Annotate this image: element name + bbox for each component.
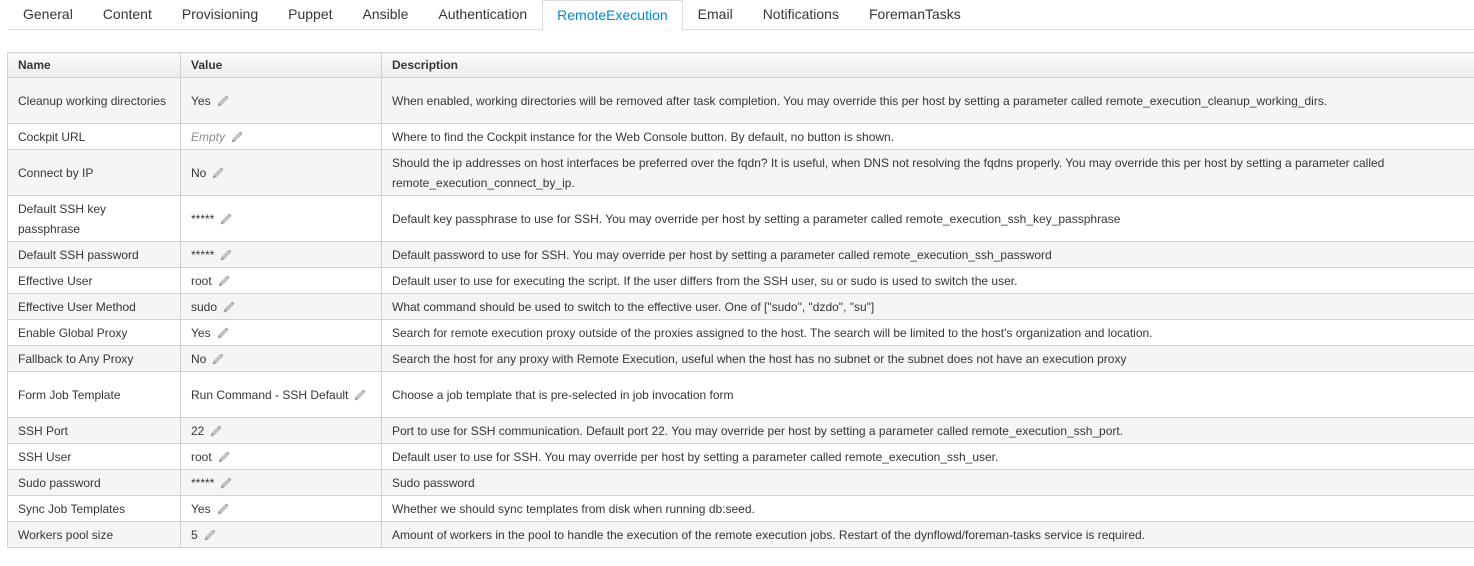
- pencil-icon[interactable]: [219, 212, 233, 226]
- pencil-icon[interactable]: [230, 130, 244, 144]
- column-header-name[interactable]: Name: [8, 53, 181, 78]
- table-header-row: [8, 53, 1474, 78]
- setting-value-cell[interactable]: [181, 418, 382, 444]
- pencil-icon[interactable]: [216, 326, 230, 340]
- setting-value-cell[interactable]: [181, 294, 382, 320]
- setting-value-cell[interactable]: [181, 268, 382, 294]
- tab-provisioning[interactable]: Provisioning: [181, 6, 259, 22]
- pencil-icon[interactable]: [211, 352, 225, 366]
- pencil-icon[interactable]: [209, 424, 223, 438]
- setting-name: Default SSH password: [8, 242, 181, 268]
- setting-description: Choose a job template that is pre-selected in job invocation form: [382, 372, 1474, 418]
- table-row: [8, 320, 1474, 346]
- tab-remoteexecution[interactable]: RemoteExecution: [542, 0, 683, 31]
- pencil-icon[interactable]: [353, 388, 367, 402]
- table-row: [8, 444, 1474, 470]
- setting-value-cell[interactable]: [181, 78, 382, 124]
- setting-value-cell[interactable]: [181, 470, 382, 496]
- setting-description: Amount of workers in the pool to handle the execution of the remote execution jobs. Restart of the dynflowd/foreman-tasks service is required.: [382, 522, 1474, 548]
- setting-description: Should the ip addresses on host interfaces be preferred over the fqdn? It is useful, when DNS not resolving the fqdns properly. You may override this per host by setting a parameter called remote_execution_connect_by_ip.: [382, 150, 1474, 196]
- setting-value[interactable]: 5: [191, 527, 198, 542]
- setting-description: Where to find the Cockpit instance for the Web Console button. By default, no button is shown.: [382, 124, 1474, 150]
- setting-description: Default user to use for SSH. You may override per host by setting a parameter called remote_execution_ssh_user.: [382, 444, 1474, 470]
- table-row: [8, 418, 1474, 444]
- setting-value[interactable]: *****: [191, 247, 215, 262]
- setting-name: Fallback to Any Proxy: [8, 346, 181, 372]
- settings-table: [7, 52, 1474, 548]
- setting-name: Form Job Template: [8, 372, 181, 418]
- table-row: [8, 124, 1474, 150]
- pencil-icon[interactable]: [217, 274, 231, 288]
- setting-value[interactable]: Empty: [191, 129, 226, 144]
- table-row: [8, 496, 1474, 522]
- tab-email[interactable]: Email: [697, 6, 733, 22]
- table-row: [8, 78, 1474, 124]
- column-header-value[interactable]: Value: [181, 53, 382, 78]
- setting-name: Workers pool size: [8, 522, 181, 548]
- pencil-icon[interactable]: [216, 502, 230, 516]
- setting-value[interactable]: sudo: [191, 299, 218, 314]
- tab-general[interactable]: General: [23, 6, 73, 22]
- table-row: [8, 150, 1474, 196]
- pencil-icon[interactable]: [219, 248, 233, 262]
- pencil-icon[interactable]: [217, 450, 231, 464]
- setting-value-cell[interactable]: [181, 196, 382, 242]
- setting-name: Cockpit URL: [8, 124, 181, 150]
- setting-value[interactable]: root: [191, 273, 212, 288]
- setting-name: Sudo password: [8, 470, 181, 496]
- pencil-icon[interactable]: [203, 528, 217, 542]
- setting-description: Port to use for SSH communication. Default port 22. You may override per host by setting a parameter called remote_execution_ssh_port.: [382, 418, 1474, 444]
- table-row: [8, 470, 1474, 496]
- setting-value-cell[interactable]: [181, 346, 382, 372]
- pencil-icon[interactable]: [222, 300, 236, 314]
- table-row: [8, 242, 1474, 268]
- column-header-description: Description: [382, 53, 1474, 78]
- pencil-icon[interactable]: [219, 476, 233, 490]
- setting-description: Search the host for any proxy with Remote Execution, useful when the host has no subnet or the subnet does not have an execution proxy: [382, 346, 1474, 372]
- setting-description: Default password to use for SSH. You may override per host by setting a parameter called remote_execution_ssh_password: [382, 242, 1474, 268]
- setting-description: Default user to use for executing the script. If the user differs from the SSH user, su or sudo is used to switch the user.: [382, 268, 1474, 294]
- setting-name: SSH Port: [8, 418, 181, 444]
- table-row: [8, 196, 1474, 242]
- setting-value-cell[interactable]: [181, 242, 382, 268]
- setting-value[interactable]: 22: [191, 423, 205, 438]
- setting-description: Search for remote execution proxy outside of the proxies assigned to the host. The search will be limited to the host's organization and location.: [382, 320, 1474, 346]
- setting-value-cell[interactable]: [181, 496, 382, 522]
- table-row: [8, 522, 1474, 548]
- table-row: [8, 268, 1474, 294]
- setting-name: Enable Global Proxy: [8, 320, 181, 346]
- tab-content[interactable]: Content: [102, 6, 152, 22]
- setting-value-cell[interactable]: [181, 124, 382, 150]
- pencil-icon[interactable]: [216, 94, 230, 108]
- setting-value-cell[interactable]: [181, 372, 382, 418]
- tab-ansible[interactable]: Ansible: [362, 6, 409, 22]
- setting-description: Default key passphrase to use for SSH. You may override per host by setting a parameter called remote_execution_ssh_key_passphrase: [382, 196, 1474, 242]
- setting-value[interactable]: No: [191, 165, 207, 180]
- tab-authentication[interactable]: Authentication: [438, 6, 528, 22]
- pencil-icon[interactable]: [211, 166, 225, 180]
- setting-value-cell[interactable]: [181, 522, 382, 548]
- setting-value[interactable]: *****: [191, 211, 215, 226]
- table-row: [8, 346, 1474, 372]
- setting-value-cell[interactable]: [181, 150, 382, 196]
- setting-value-cell[interactable]: [181, 444, 382, 470]
- tab-puppet[interactable]: Puppet: [288, 6, 333, 22]
- settings-tabs: [8, 0, 1474, 30]
- setting-name: Cleanup working directories: [8, 78, 181, 124]
- setting-value[interactable]: No: [191, 351, 207, 366]
- setting-name: Effective User: [8, 268, 181, 294]
- setting-description: What command should be used to switch to the effective user. One of ["sudo", "dzdo", "su"]: [382, 294, 1474, 320]
- setting-description: Sudo password: [382, 470, 1474, 496]
- setting-description: Whether we should sync templates from disk when running db:seed.: [382, 496, 1474, 522]
- setting-value[interactable]: Yes: [191, 325, 211, 340]
- setting-name: SSH User: [8, 444, 181, 470]
- setting-value[interactable]: Run Command - SSH Default: [191, 387, 349, 402]
- table-row: [8, 294, 1474, 320]
- setting-description: When enabled, working directories will be removed after task completion. You may override this per host by setting a parameter called remote_execution_cleanup_working_dirs.: [382, 78, 1474, 124]
- setting-value[interactable]: *****: [191, 475, 215, 490]
- tab-foremantasks[interactable]: ForemanTasks: [868, 6, 961, 22]
- setting-value[interactable]: Yes: [191, 501, 211, 516]
- setting-value-cell[interactable]: [181, 320, 382, 346]
- setting-name: Default SSH key passphrase: [8, 196, 181, 242]
- setting-name: Effective User Method: [8, 294, 181, 320]
- setting-name: Connect by IP: [8, 150, 181, 196]
- setting-name: Sync Job Templates: [8, 496, 181, 522]
- setting-value[interactable]: root: [191, 449, 212, 464]
- table-row: [8, 372, 1474, 418]
- setting-value[interactable]: Yes: [191, 93, 211, 108]
- tab-notifications[interactable]: Notifications: [762, 6, 839, 22]
